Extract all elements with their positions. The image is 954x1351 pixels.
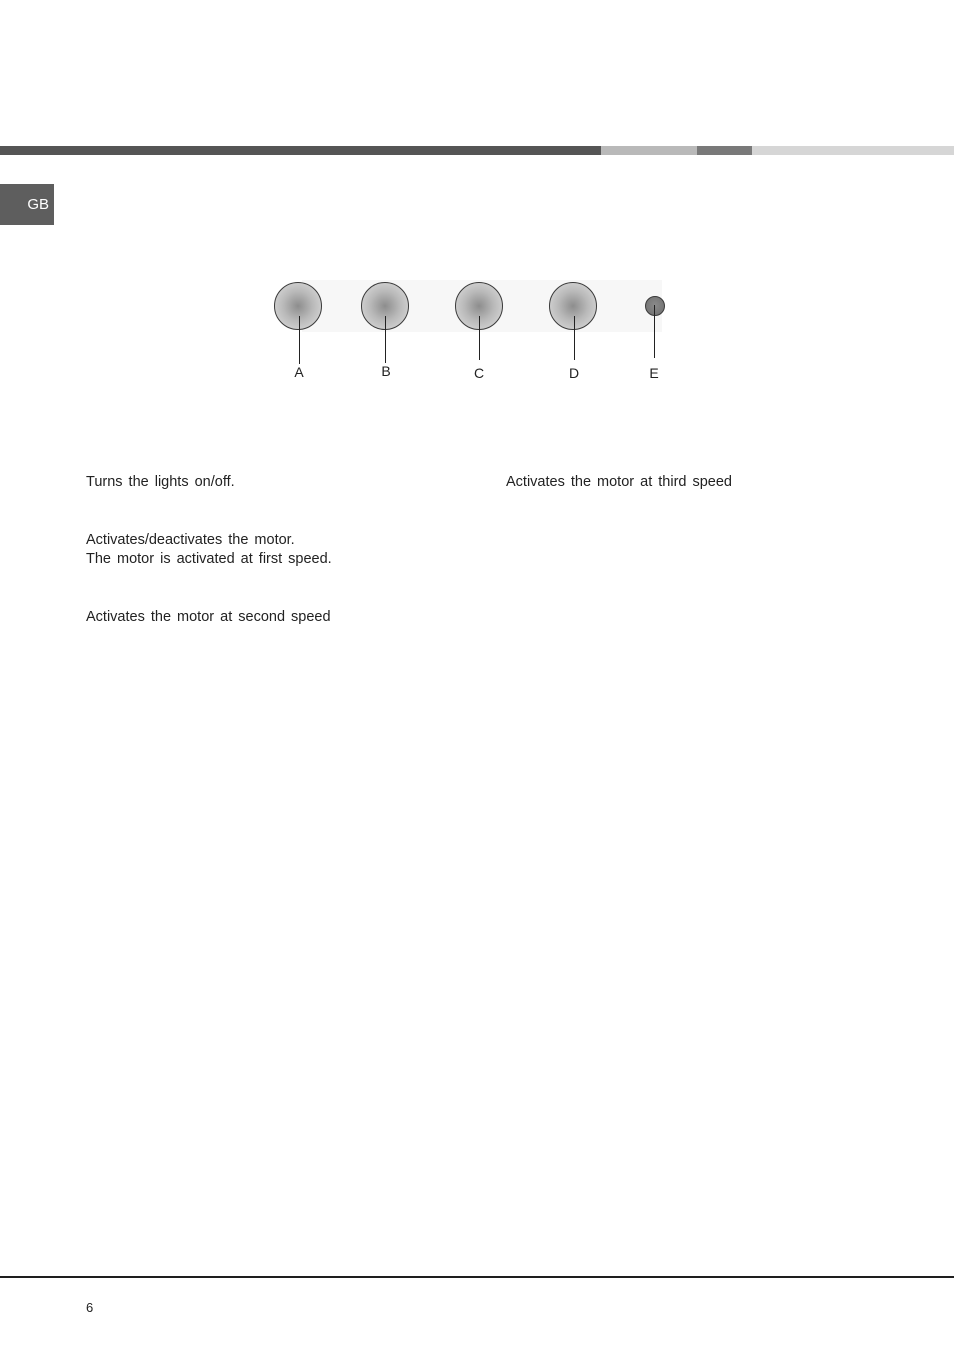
callout-label-b: B (381, 363, 391, 379)
callout-label-a: A (294, 364, 304, 380)
page-number: 6 (86, 1300, 94, 1315)
band-segment-dark (0, 146, 601, 155)
control-panel-diagram (250, 270, 690, 390)
description-lights: Turns the lights on/off. (86, 474, 235, 490)
leader-line-c (479, 316, 480, 360)
leader-line-d (574, 316, 575, 360)
indicator-light-icon (645, 296, 665, 316)
description-third-speed: Activates the motor at third speed (506, 474, 732, 490)
callout-label-d: D (568, 365, 580, 381)
header-color-band (0, 146, 954, 155)
language-tab: GB (0, 184, 54, 225)
description-motor-line-2: The motor is activated at first speed. (86, 551, 332, 567)
callout-label-e: E (649, 365, 659, 381)
band-segment-pale (752, 146, 954, 155)
description-second-speed: Activates the motor at second speed (86, 609, 331, 625)
callout-label-c: C (473, 365, 485, 381)
description-motor-line-1: Activates/deactivates the motor. (86, 532, 295, 548)
band-segment-light (601, 146, 697, 155)
leader-line-b (385, 316, 386, 363)
leader-line-a (299, 316, 300, 364)
leader-line-e (654, 305, 655, 358)
band-segment-mid (697, 146, 752, 155)
footer-rule (0, 1276, 954, 1278)
button-a-icon (274, 282, 322, 330)
button-d-icon (549, 282, 597, 330)
